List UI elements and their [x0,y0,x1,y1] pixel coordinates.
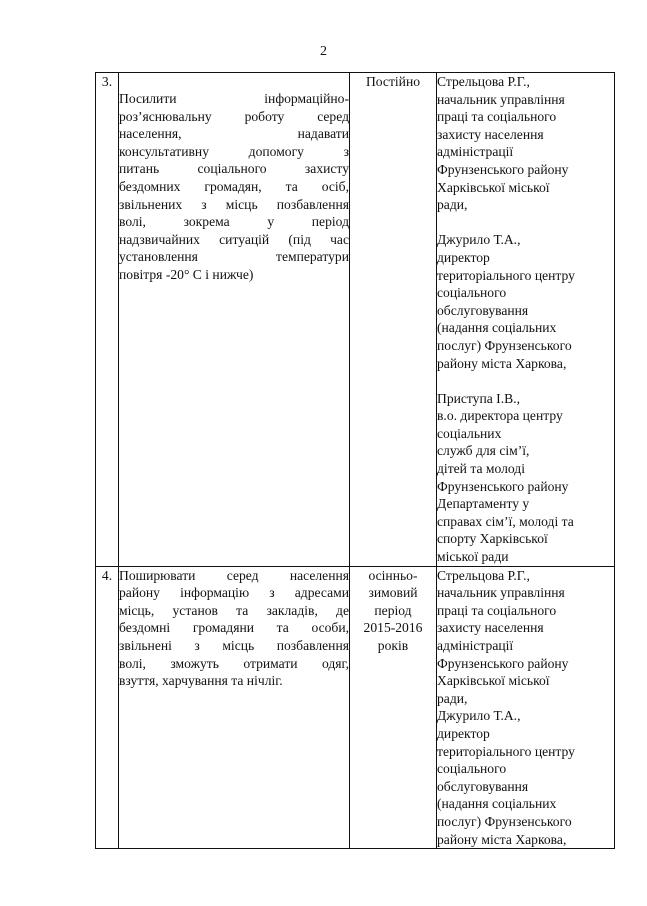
responsible-line: адміністрації [437,144,514,160]
responsible-person [437,231,614,372]
responsible-line: Харківської міської [437,673,550,689]
task-line: бездомні громадяни та особи, [119,620,349,636]
responsible-line: обслуговування [437,302,529,318]
task-line: району інформацію з адресами [119,585,349,601]
term-line: 2015-2016 [363,620,423,636]
term-line: період [374,602,412,618]
responsible-line: територіального центру [437,743,575,759]
table-row [96,73,615,567]
term-line: осінньо- [368,567,418,583]
responsible-cell [437,566,615,849]
task-line: установлення температури [119,249,349,265]
responsible-line: Джурило Т.А., [437,708,521,724]
term-line: років [377,638,409,653]
task-cell [119,566,350,849]
responsible-line: Фрунзенського району [437,161,569,177]
responsible-line: послуг) Фрунзенського [437,813,572,829]
task-line: звільнених з місць позбавлення [119,196,349,212]
task-line: волі, зокрема у період [119,214,349,230]
term-line: Постійно [365,74,421,89]
responsible-line: директор [437,725,490,741]
row-number: 3. [96,73,119,567]
task-line: місць, установ та закладів, де [119,602,349,618]
responsible-line: соціального [437,761,507,777]
responsible-line: справах сім’ї, молоді та [437,513,574,529]
responsible-line: захисту населення [437,620,544,636]
table-body [96,73,615,849]
responsible-line: Департаменту у [437,496,530,512]
responsible-line: міської ради [437,549,509,565]
task-line: консультативну допомогу з [119,143,349,159]
responsible-line: захисту населення [437,126,544,142]
responsible-line: соціальних [437,425,502,441]
task-line: населення, надавати [119,126,349,142]
responsible-line: праці та соціального [437,602,557,618]
responsible-line: Стрельцова Р.Г., [437,567,530,583]
responsible-person [437,390,614,566]
row-number: 4. [96,566,119,849]
task-line: Поширювати серед населення [119,567,349,583]
responsible-line: праці та соціального [437,109,557,125]
task-line: Посилити інформаційно- [119,91,349,106]
task-line: надзвичайних ситуацій (під час [119,231,349,247]
responsible-line: (надання соціальних [437,796,557,812]
responsible-line: ради, [437,197,468,213]
table-row [96,566,615,849]
responsible-line: Фрунзенського району [437,655,569,671]
term-cell [350,73,437,567]
responsible-line: територіального центру [437,267,575,283]
task-line: бездомних громадян, та осіб, [119,178,349,194]
responsible-line: Харківської міської [437,179,550,195]
task-cell [119,73,350,567]
responsible-line: в.о. директора центру [437,408,563,424]
responsible-line: директор [437,249,490,265]
term-cell [350,566,437,849]
responsible-line: соціального [437,285,507,301]
responsible-line: дітей та молоді [437,461,525,477]
responsible-line: Приступа І.В., [437,390,520,406]
responsible-line: начальник управління [437,585,565,601]
task-line: звільнені з місць позбавлення [119,638,349,653]
responsible-line: району міста Харкова, [437,831,567,847]
responsible-line: начальник управління [437,91,565,107]
responsible-line: району міста Харкова, [437,355,567,371]
action-plan-table [95,72,615,849]
responsible-line: обслуговування [437,778,529,794]
responsible-line: Стрельцова Р.Г., [437,74,530,89]
task-line: роз’яснювальну роботу серед [119,108,349,124]
term-line: зимовий [368,585,418,601]
page-number: 2 [320,44,327,59]
responsible-line: (надання соціальних [437,320,557,336]
task-line: взуття, харчування та нічліг. [119,673,283,689]
responsible-line: Джурило Т.А., [437,232,521,248]
task-line: повітря -20° С і нижче) [119,266,254,282]
responsible-person [437,567,614,849]
task-line: волі, зможуть отримати одяг, [119,655,349,671]
responsible-line: послуг) Фрунзенського [437,337,572,353]
responsible-line: ради, [437,690,468,706]
responsible-line: служб для сім’ї, [437,443,530,459]
responsible-cell [437,73,615,567]
task-line: питань соціального захисту [119,161,349,177]
responsible-line: адміністрації [437,638,514,653]
responsible-person [437,73,614,214]
responsible-line: спорту Харківської [437,531,548,547]
responsible-line: Фрунзенського району [437,478,569,494]
